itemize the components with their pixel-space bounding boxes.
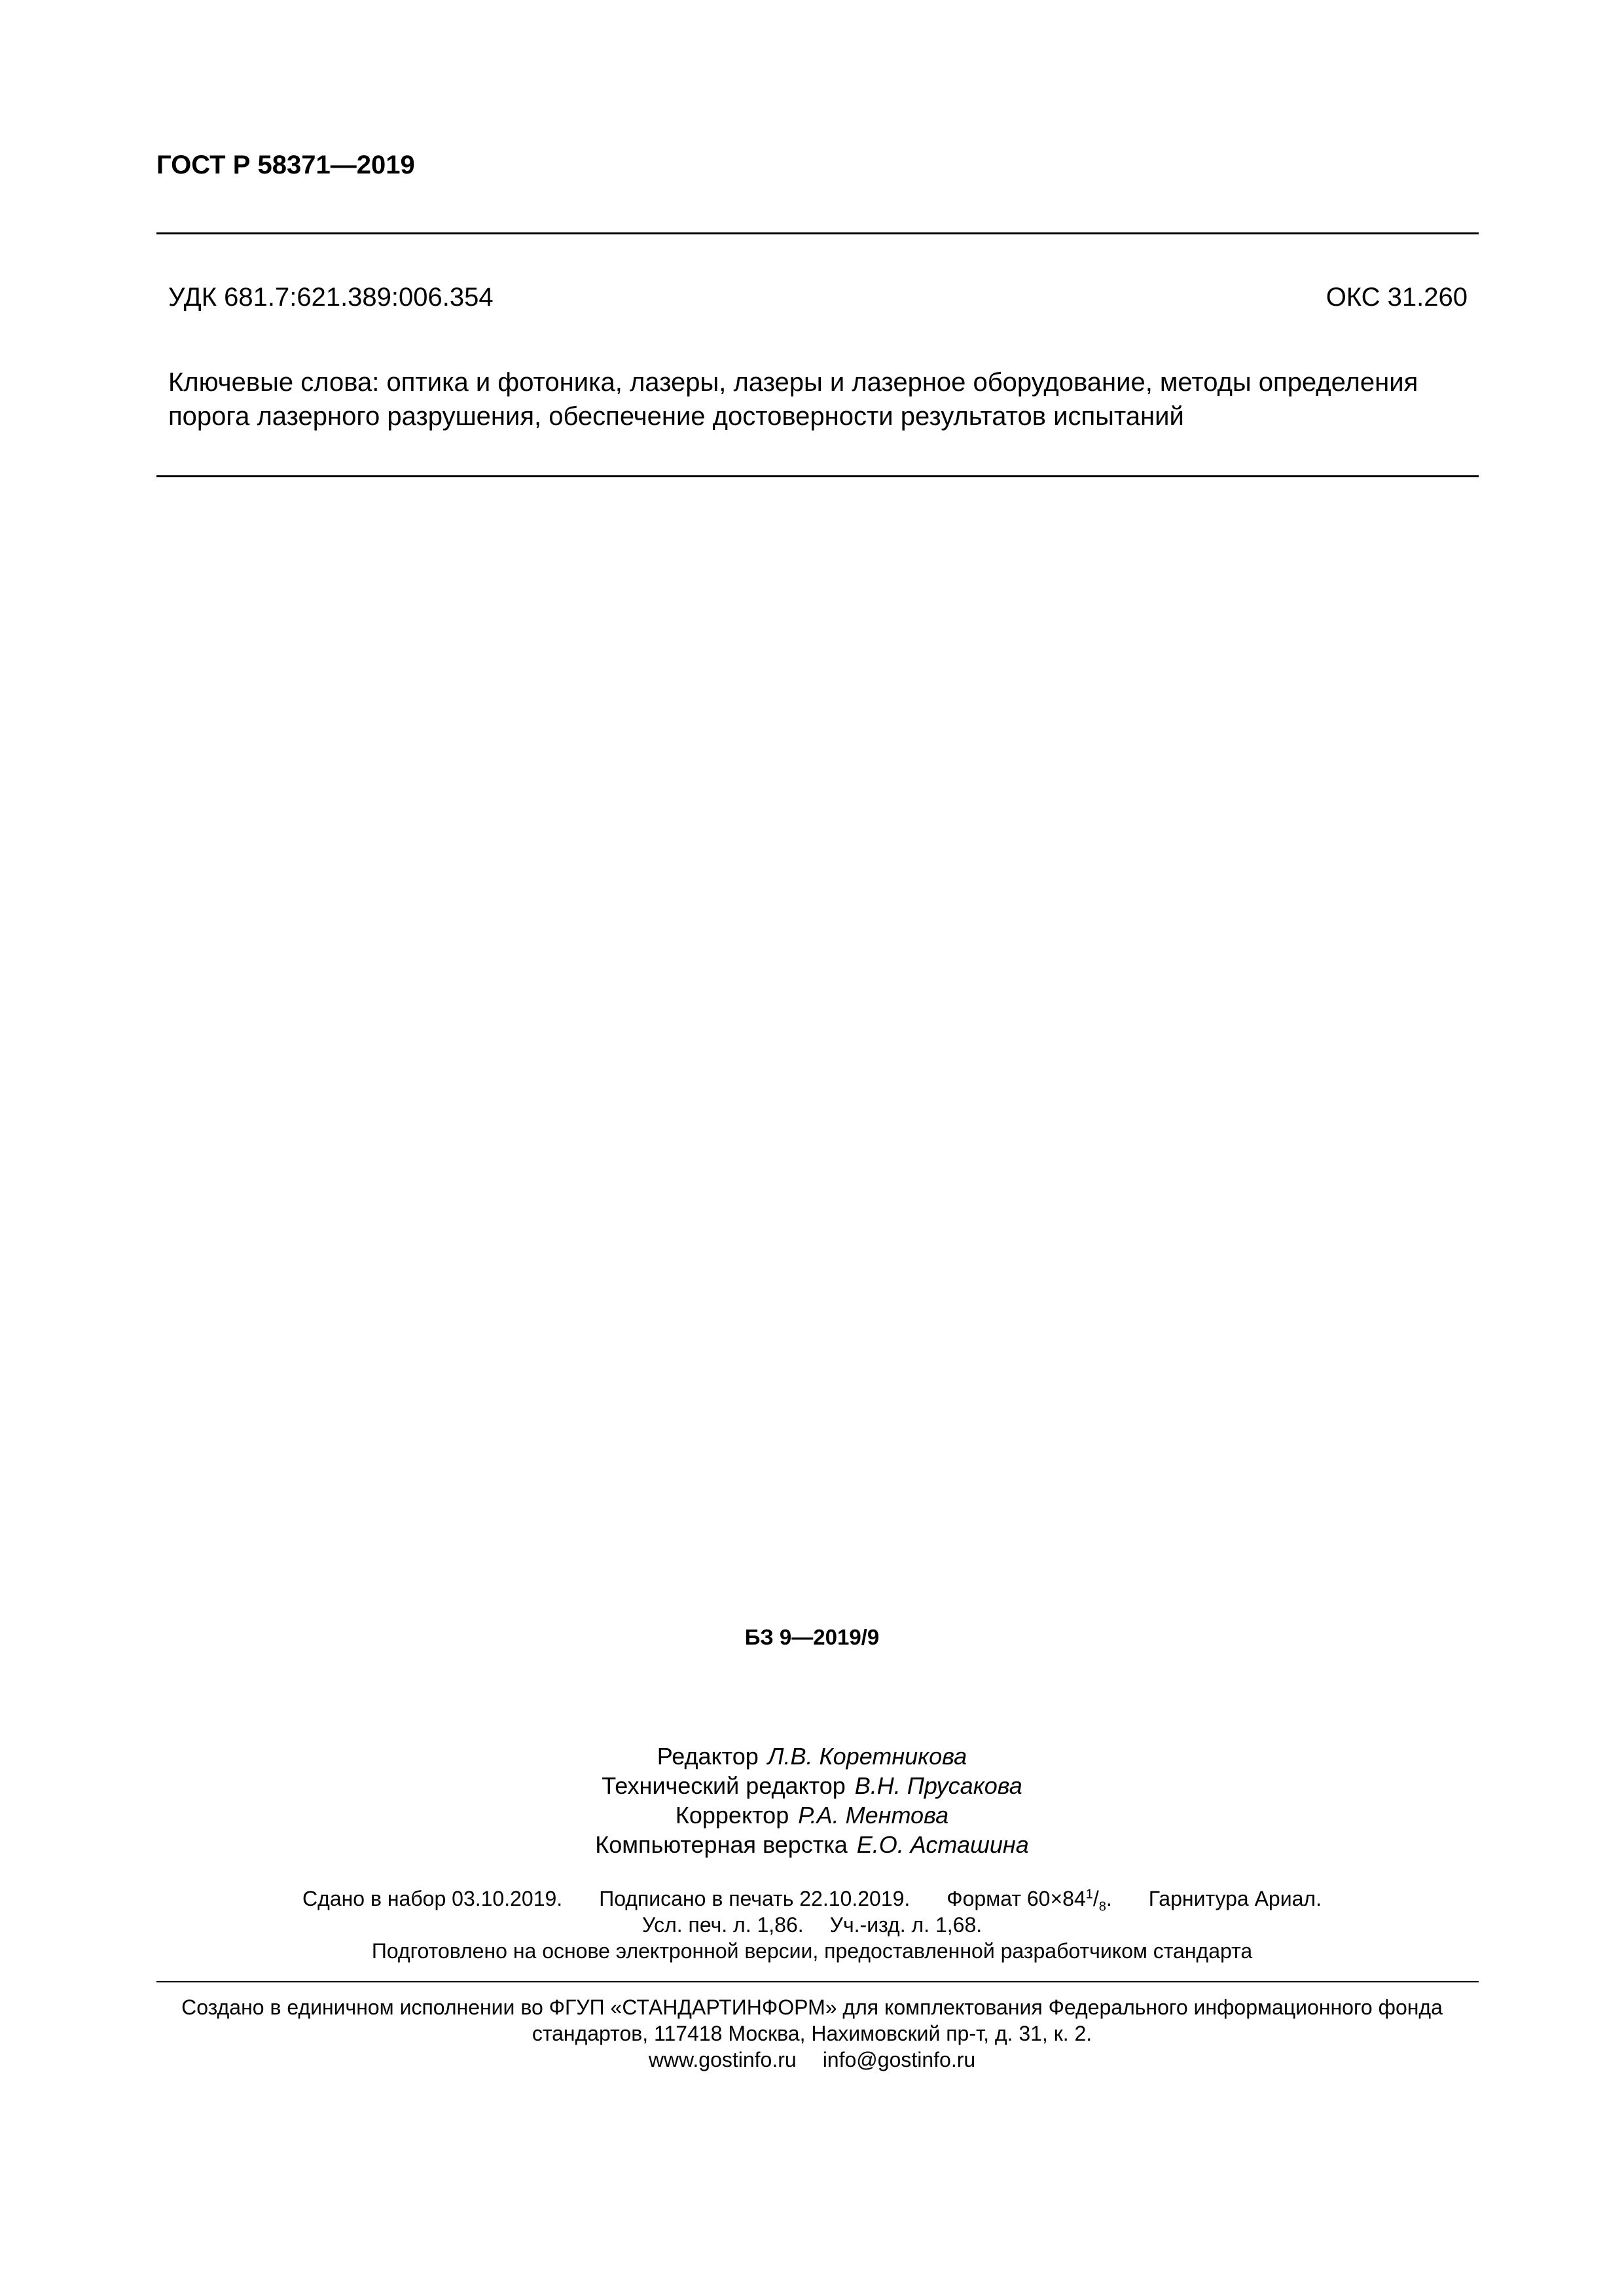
- footer-line-1: Создано в единичном исполнении во ФГУП «СТАНДАРТИНФОРМ» для комплектования Федерального информационного фонда: [181, 1995, 1443, 2019]
- credit-layout: [0, 1830, 1624, 1859]
- imprint-block: [0, 1886, 1624, 1964]
- imprint-line-2: [0, 1912, 1624, 1938]
- keywords-divider: [156, 475, 1479, 477]
- credit-role: Компьютерная верстка: [595, 1831, 848, 1858]
- udk-code: УДК 681.7:621.389:006.354: [168, 283, 494, 312]
- imprint-submitted: Сдано в набор 03.10.2019.: [302, 1887, 563, 1910]
- credit-proofreader: [0, 1800, 1624, 1830]
- imprint-uch: Уч.-изд. л. 1,68.: [829, 1913, 983, 1937]
- keywords-line-1: Ключевые слова: оптика и фотоника, лазеры, лазеры и лазерное оборудование, методы определения: [168, 368, 1418, 397]
- imprint-font: Гарнитура Ариал.: [1148, 1887, 1322, 1910]
- bz-number: БЗ 9—2019/9: [744, 1625, 880, 1649]
- credit-name: Л.В. Коретникова: [767, 1743, 967, 1770]
- footer-divider: [156, 1981, 1479, 1982]
- footer-site-link[interactable]: www.gostinfo.ru: [648, 2048, 797, 2071]
- keywords-block: [168, 365, 1490, 433]
- document-id: ГОСТ Р 58371—2019: [156, 151, 415, 179]
- top-divider: [156, 232, 1479, 234]
- credit-tech-editor: [0, 1771, 1624, 1800]
- footer-line-2: стандартов, 117418 Москва, Нахимовский пр-т, д. 31, к. 2.: [532, 2022, 1092, 2045]
- credit-editor: [0, 1741, 1624, 1771]
- oks-code: ОКС 31.260: [1326, 283, 1468, 312]
- footer-email-link[interactable]: info@gostinfo.ru: [822, 2048, 976, 2071]
- credit-name: Е.О. Асташина: [856, 1831, 1029, 1858]
- footer-links: [0, 2047, 1624, 2073]
- footer-block: [0, 1994, 1624, 2073]
- imprint-signed: Подписано в печать 22.10.2019.: [599, 1887, 911, 1910]
- imprint-line-1: [0, 1886, 1624, 1912]
- credit-role: Корректор: [675, 1802, 789, 1829]
- credit-role: Редактор: [657, 1743, 759, 1770]
- imprint-format: Формат $60\times 84^1/_8$.: [947, 1887, 1112, 1914]
- credit-name: Р.А. Ментова: [798, 1802, 949, 1829]
- credit-role: Технический редактор: [602, 1772, 846, 1799]
- keywords-line-2: порога лазерного разрушения, обеспечение достоверности результатов испытаний: [168, 402, 1184, 431]
- imprint-prepared: Подготовлено на основе электронной версии, предоставленной разработчиком стандарта: [371, 1939, 1253, 1963]
- credit-name: В.Н. Прусакова: [854, 1772, 1022, 1799]
- credits-block: [0, 1741, 1624, 1859]
- imprint-usl: Усл. печ. л. 1,86.: [641, 1913, 804, 1937]
